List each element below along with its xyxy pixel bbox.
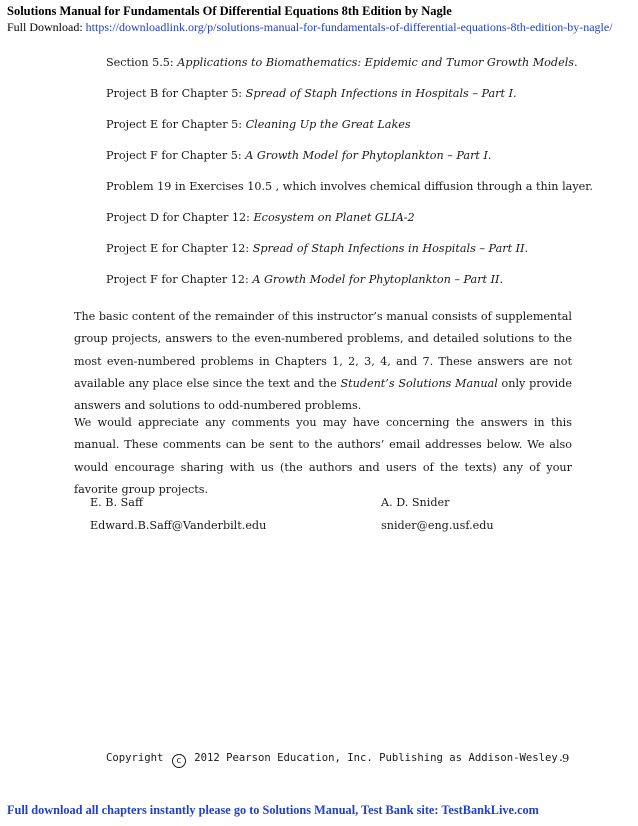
reference-item	[106, 85, 593, 116]
reference-item	[106, 271, 593, 302]
paragraph-emphasis: Student’s Solutions Manual	[340, 376, 498, 390]
author-block	[90, 492, 266, 537]
paragraph-text-start: The basic content of the remainder of this instructor’s manual consists of supplemental group projects, answers to the even-numbered problems, and detailed solutions to the most even-numbered problems in Chapters 1, 2, 3, 4, and 7. These answers are not available any place else since the text and the	[74, 310, 572, 390]
reference-title: Spread of Staph Infections in Hospitals – Part II	[252, 242, 525, 255]
reference-prefix: Problem 19 in Exercises 10.5 , which involves chemical diffusion through a thin layer.	[106, 180, 593, 193]
copyright-label: Copyright	[106, 752, 164, 764]
reference-item	[106, 54, 593, 85]
comments-paragraph: We would appreciate any comments you may have concerning the answers in this manual. These comments can be sent to the authors’ email addresses below. We also would encourage sharing with us (the authors and users of the texts) any of your favorite group projects.	[74, 416, 572, 496]
reference-item	[106, 116, 593, 147]
reference-suffix: .	[487, 149, 492, 162]
reference-suffix: .	[524, 242, 529, 255]
author-email[interactable]: snider@eng.usf.edu	[381, 518, 494, 532]
paragraph-text-end: only provide answers and solutions to odd-numbered problems.	[74, 376, 572, 413]
reference-suffix: .	[513, 87, 517, 100]
document-header-title: Solutions Manual for Fundamentals Of Differential Equations 8th Edition by Nagle	[7, 4, 452, 18]
reference-item	[106, 209, 593, 240]
author-name: E. B. Saff	[90, 496, 143, 509]
author-name: A. D. Snider	[381, 496, 450, 509]
reference-title: Cleaning Up the Great Lakes	[245, 118, 411, 131]
download-label: Full Download:	[7, 20, 83, 34]
reference-prefix: Section 5.5:	[106, 56, 174, 69]
reference-title: Applications to Biomathematics: Epidemic and Tumor Growth Models	[177, 56, 575, 69]
reference-item	[106, 240, 593, 271]
reference-prefix: Project D for Chapter 12:	[106, 211, 250, 224]
copyright-line	[106, 752, 564, 768]
reference-title: Ecosystem on Planet GLIA-2	[253, 211, 415, 224]
reference-prefix: Project F for Chapter 12:	[106, 273, 249, 286]
reference-prefix: Project E for Chapter 12:	[106, 242, 250, 255]
copyright-text: 2012 Pearson Education, Inc. Publishing as Addison-Wesley.	[194, 752, 565, 764]
reference-prefix: Project B for Chapter 5:	[106, 87, 243, 100]
download-link[interactable]: https://downloadlink.org/p/solutions-manual-for-fundamentals-of-differential-equations-8th-edition-by-nagle/	[85, 20, 613, 34]
reference-list	[106, 54, 593, 302]
reference-title: A Growth Model for Phytoplankton – Part I	[245, 149, 488, 162]
footer-link[interactable]: Full download all chapters instantly please go to Solutions Manual, Test Bank site: TestBankLive.com	[7, 803, 539, 817]
footer-link-line[interactable]	[7, 803, 539, 818]
download-line	[7, 20, 633, 35]
author-email[interactable]: Edward.B.Saff@Vanderbilt.edu	[90, 518, 267, 532]
copyright-icon: c	[172, 754, 186, 768]
reference-item	[106, 178, 593, 209]
reference-prefix: Project E for Chapter 5:	[106, 118, 243, 131]
reference-prefix: Project F for Chapter 5:	[106, 149, 242, 162]
reference-title: A Growth Model for Phytoplankton – Part II	[252, 273, 500, 286]
reference-title: Spread of Staph Infections in Hospitals – Part I	[245, 87, 514, 100]
reference-suffix: .	[574, 56, 578, 69]
page-number: 9	[562, 751, 570, 765]
manual-content-paragraph	[74, 306, 572, 417]
reference-item	[106, 147, 593, 178]
author-block	[381, 492, 494, 537]
reference-suffix: .	[499, 273, 504, 286]
